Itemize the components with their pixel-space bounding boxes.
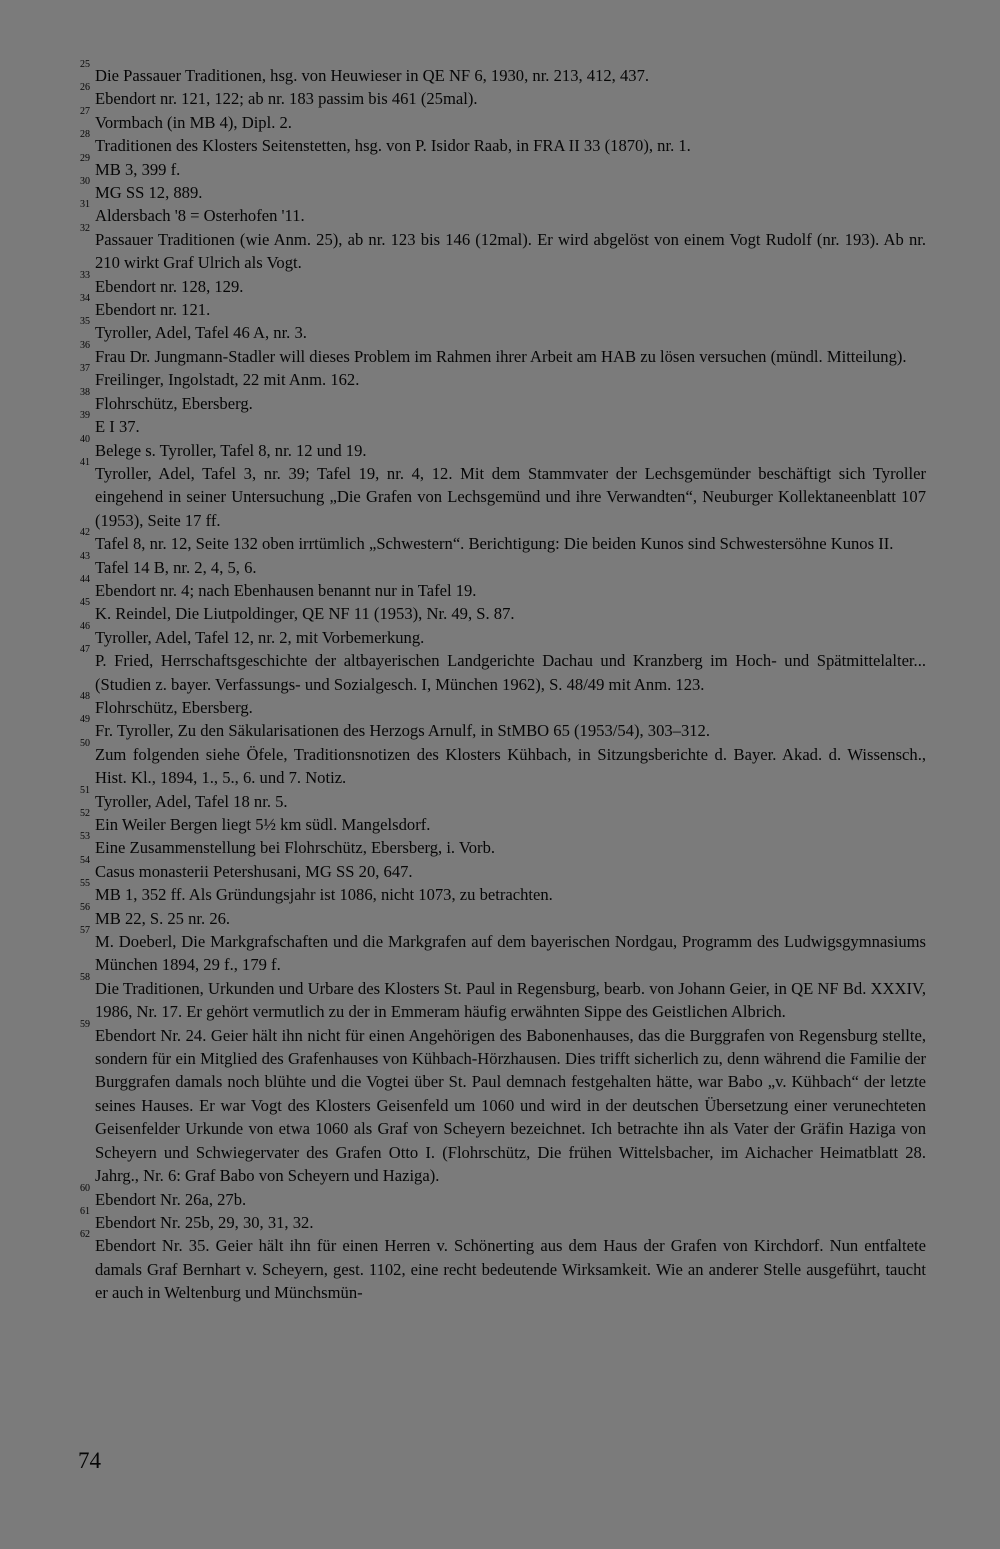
- footnote-text: E I 37.: [95, 417, 140, 437]
- footnote: [78, 550, 926, 579]
- footnote-number: 60: [80, 1182, 90, 1194]
- footnote: [78, 971, 926, 1024]
- footnote-text: Belege s. Tyroller, Tafel 8, nr. 12 und 19.: [95, 440, 367, 460]
- footnote-text: Frau Dr. Jungmann-Stadler will dieses Problem im Rahmen ihrer Arbeit am HAB zu lösen versuchen (mündl. Mitteilung).: [95, 346, 907, 366]
- footnote: [78, 644, 926, 696]
- footnote: [78, 105, 926, 134]
- footnote-text: Eine Zusammenstellung bei Flohrschütz, Ebersberg, i. Vorb.: [95, 838, 496, 858]
- footnote-number: 39: [80, 410, 90, 422]
- footnote: [78, 176, 926, 204]
- footnote-text: Tyroller, Adel, Tafel 12, nr. 2, mit Vorbemerkung.: [95, 627, 425, 647]
- footnote-text: Tyroller, Adel, Tafel 3, nr. 39; Tafel 19, nr. 4, 12. Mit dem Stammvater der Lechsgemünder beschäftigt sich Tyroller eingehend in seiner Untersuchung „Die Grafen von Lechsgemünd und ihre Verwandten“, Neuburger Kollektaneenblatt 107 (1953), Seite 17 ff.: [95, 463, 926, 530]
- footnote: [78, 620, 926, 649]
- footnote-number: 29: [80, 152, 90, 164]
- footnote: [78, 386, 926, 415]
- footnote-number: 56: [80, 901, 90, 913]
- footnote-text: Ebendort nr. 4; nach Ebenhausen benannt nur in Tafel 19.: [95, 580, 477, 600]
- footnotes-list: [78, 59, 926, 1305]
- footnote-number: 49: [80, 714, 90, 726]
- footnote-number: 38: [80, 386, 90, 398]
- footnote: [78, 714, 926, 742]
- footnote-text: Die Passauer Traditionen, hsg. von Heuwieser in QE NF 6, 1930, nr. 213, 412, 437.: [95, 66, 650, 85]
- footnote-number: 33: [80, 269, 90, 281]
- footnote-number: 43: [80, 550, 90, 562]
- footnote-text: Casus monasterii Petershusani, MG SS 20, 647.: [95, 861, 413, 881]
- footnote-number: 58: [80, 971, 90, 983]
- footnote: [78, 573, 926, 602]
- footnote: [78, 901, 926, 930]
- footnote-number: 41: [80, 456, 90, 468]
- footnote-text: Aldersbach '8 = Osterhofen '11.: [95, 206, 305, 226]
- footnote-number: 45: [80, 597, 90, 609]
- footnote: [78, 1018, 926, 1188]
- footnote: [78, 527, 926, 555]
- footnote: [78, 597, 926, 625]
- footnote-text: Flohrschütz, Ebersberg.: [95, 393, 253, 413]
- footnote: [78, 1182, 926, 1211]
- footnote-text: Ebendort Nr. 35. Geier hält ihn für einen Herren v. Schönerting aus dem Haus der Grafen von Kirchdorf. Nun entfaltete damals Graf Bernhart v. Scheyern, gest. 1102, eine recht bedeutende Wirksamkeit. Wie an anderer Stelle ausgeführt, taucht er auch in Weltenburg und Münchsmün-: [95, 1236, 926, 1303]
- footnote-text: Zum folgenden siehe Öfele, Traditionsnotizen des Klosters Kühbach, in Sitzungsberichte d. Bayer. Akad. d. Wissensch., Hist. Kl., 1894, 1., 5., 6. und 7. Notiz.: [95, 744, 926, 788]
- footnote: [78, 925, 926, 977]
- footnote: [78, 433, 926, 462]
- footnote-text: MG SS 12, 889.: [95, 183, 203, 203]
- footnote-text: MB 3, 399 f.: [95, 159, 181, 179]
- footnote: [78, 854, 926, 883]
- footnote: [78, 808, 926, 836]
- footnote: [78, 222, 926, 275]
- footnote: [78, 363, 926, 391]
- footnote-text: Flohrschütz, Ebersberg.: [95, 697, 253, 717]
- footnote-number: 25: [80, 59, 90, 70]
- footnote-number: 55: [80, 878, 90, 890]
- footnote-number: 52: [80, 808, 90, 819]
- footnote: [78, 456, 926, 532]
- footnote: [78, 316, 926, 344]
- footnote-number: 36: [80, 339, 90, 351]
- footnote: [78, 1229, 926, 1304]
- footnote-text: Passauer Traditionen (wie Anm. 25), ab nr. 123 bis 146 (12mal). Er wird abgelöst von einem Vogt Rudolf (nr. 193). Ab nr. 210 wirkt Graf Ulrich als Vogt.: [95, 229, 926, 273]
- footnote: [78, 1205, 926, 1234]
- footnote-number: 34: [80, 293, 90, 305]
- footnote-text: Die Traditionen, Urkunden und Urbare des Klosters St. Paul in Regensburg, bearb. von Johann Geier, in QE NF Bd. XXXIV, 1986, Nr. 17. Er gehört vermutlich zu der in Emmeram häufig erwähnten Sippe des Geistlichen Albrich.: [95, 978, 926, 1022]
- footnote-text: Ebendort Nr. 26a, 27b.: [95, 1189, 247, 1209]
- footnote-number: 44: [80, 573, 90, 585]
- footnote: [78, 152, 926, 181]
- footnote: [78, 737, 926, 790]
- footnote: [78, 339, 926, 368]
- footnote-number: 61: [80, 1205, 90, 1217]
- footnote-number: 31: [80, 199, 90, 211]
- footnote-number: 28: [80, 129, 90, 141]
- footnote-number: 46: [80, 620, 90, 632]
- footnote: [78, 878, 926, 906]
- footnote-text: M. Doeberl, Die Markgrafschaften und die Markgrafen auf dem bayerischen Nordgau, Programm des Ludwigsgymnasiums München 1894, 29 f., 179 f.: [95, 932, 926, 975]
- footnote-number: 32: [80, 222, 90, 234]
- footnote-text: Freilinger, Ingolstadt, 22 mit Anm. 162.: [95, 370, 360, 390]
- footnote: [78, 82, 926, 110]
- footnote-text: Ein Weiler Bergen liegt 5½ km südl. Mangelsdorf.: [95, 815, 431, 834]
- footnote-number: 62: [80, 1229, 90, 1241]
- footnote: [78, 831, 926, 859]
- footnote: [78, 410, 926, 438]
- footnote: [78, 129, 926, 157]
- footnote: [78, 199, 926, 227]
- footnote-number: 48: [80, 690, 90, 702]
- footnote-text: Ebendort Nr. 24. Geier hält ihn nicht für einen Angehörigen des Babonenhauses, das die Burggrafen von Regensburg stellte, sondern für ein Mitglied des Grafenhauses von Kühbach-Hörzhausen. Dies trifft sicherlich zu, denn während die Familie der Burggrafen damals noch blühte und die Vogtei über St. Paul demnach festgehalten hätte, war Babo „v. Kühbach“ der letzte seines Hauses. Er war Vogt des Klosters Geisenfeld um 1060 und wird in der deutschen Übersetzung einer verunechteten Geisenfelder Urkunde von etwa 1060 als Graf von Scheyern bezeichnet. Ich betrachte ihn als Vater der Gräfin Haziga von Scheyern und Schwiegervater des Grafen Otto I. (Flohrschütz, Die frühen Wittelsbacher, im Aichacher Heimatblatt 28. Jahrg., Nr. 6: Graf Babo von Scheyern und Haziga).: [95, 1025, 926, 1186]
- footnote-number: 26: [80, 82, 90, 94]
- footnote-text: Tafel 14 B, nr. 2, 4, 5, 6.: [95, 557, 257, 577]
- footnote-number: 54: [80, 854, 90, 866]
- footnote-number: 59: [80, 1018, 90, 1030]
- footnote-text: Ebendort nr. 121.: [95, 300, 211, 320]
- footnote-number: 35: [80, 316, 90, 328]
- footnote-text: Fr. Tyroller, Zu den Säkularisationen des Herzogs Arnulf, in StMBO 65 (1953/54), 303–312.: [95, 721, 710, 741]
- footnote-text: Tafel 8, nr. 12, Seite 132 oben irrtümlich „Schwestern“. Berichtigung: Die beiden Kunos sind Schwestersöhne Kunos II.: [95, 534, 894, 554]
- footnote-text: Tyroller, Adel, Tafel 46 A, nr. 3.: [95, 323, 307, 343]
- footnote-text: Ebendort nr. 128, 129.: [95, 276, 244, 296]
- footnote-number: 42: [80, 527, 90, 539]
- footnote-number: 53: [80, 831, 90, 843]
- footnote: [78, 293, 926, 321]
- footnote-number: 51: [80, 784, 90, 796]
- footnote-number: 47: [80, 644, 90, 656]
- footnote-number: 30: [80, 176, 90, 188]
- footnote-number: 37: [80, 363, 90, 375]
- footnote-text: MB 1, 352 ff. Als Gründungsjahr ist 1086, nicht 1073, zu betrachten.: [95, 885, 553, 905]
- footnote: [78, 784, 926, 813]
- footnote-text: K. Reindel, Die Liutpoldinger, QE NF 11 (1953), Nr. 49, S. 87.: [95, 604, 515, 624]
- footnote-text: Traditionen des Klosters Seitenstetten, hsg. von P. Isidor Raab, in FRA II 33 (1870), nr. 1.: [95, 136, 691, 156]
- footnote-text: Ebendort nr. 121, 122; ab nr. 183 passim bis 461 (25mal).: [95, 89, 478, 109]
- footnote-text: Tyroller, Adel, Tafel 18 nr. 5.: [95, 791, 288, 811]
- footnote-text: Ebendort Nr. 25b, 29, 30, 31, 32.: [95, 1212, 314, 1232]
- page-number: 74: [78, 1448, 101, 1473]
- footnote-number: 40: [80, 433, 90, 445]
- footnote-text: MB 22, S. 25 nr. 26.: [95, 908, 231, 928]
- footnote: [78, 269, 926, 298]
- footnote-number: 27: [80, 105, 90, 117]
- footnote-number: 57: [80, 925, 90, 937]
- footnote: [78, 690, 926, 719]
- footnote: [78, 59, 926, 87]
- footnote-text: Vormbach (in MB 4), Dipl. 2.: [95, 112, 292, 132]
- footnote-number: 50: [80, 737, 90, 749]
- footnote-text: P. Fried, Herrschaftsgeschichte der altbayerischen Landgerichte Dachau und Kranzberg im Hoch- und Spätmittelalter... (Studien z. bayer. Verfassungs- und Sozialgesch. I, München 1962), S. 48/49 mit Anm. 123.: [95, 651, 926, 694]
